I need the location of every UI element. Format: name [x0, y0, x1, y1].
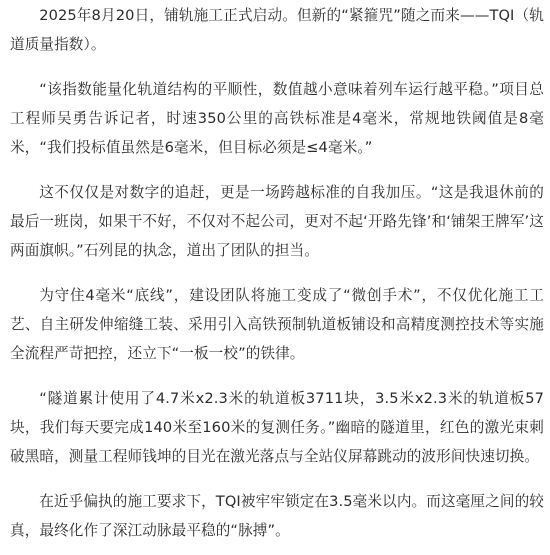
paragraph-self-pressure: 这不仅仅是对数字的追赶，更是一场跨越标准的自我加压。“这是我退休前的最后一班岗，如果干不好，不仅对不起公司，更对不起‘开路先锋’和‘铺架王牌军’这两面旗帜。”石列昆的执念，道出了团队的担当。	[10, 184, 544, 259]
paragraph-conclusion: 在近乎偏执的施工要求下，TQI被牢牢锁定在3.5毫米以内。而这毫厘之间的较真，最终化作了深江动脉最平稳的“脉搏”。	[10, 493, 544, 539]
paragraph-tqi-standard: “该指数能量化轨道结构的平顺性，数值越小意味着列车运行越平稳。”项目总工程师吴勇告诉记者，时速350公里的高铁标准是4毫米，常规地铁阈值是8毫米，“我们投标值虽然是6毫米，但目标必须是≤4毫米。”	[10, 81, 544, 156]
paragraph-construction-measures: 为守住4毫米“底线”，建设团队将施工变成了“微创手术”，不仅优化施工工艺、自主研发伸缩缝工装、采用引入高铁预制轨道板铺设和高精度测控技术等实施全流程严苛把控，还立下“一板一校”的铁律。	[10, 287, 544, 362]
paragraph-launch: 2025年8月20日，铺轨施工正式启动。但新的“紧箍咒”随之而来——TQI（轨道质量指数）。	[10, 7, 544, 53]
paragraph-tunnel-survey: “隧道累计使用了4.7米x2.3米的轨道板3711块，3.5米x2.3米的轨道板57块，我们每天要完成140米至160米的复测任务。”幽暗的隧道里，红色的激光束刺破黑暗，测量工程师钱坤的目光在激光落点与全站仪屏幕跳动的波形间快速切换。	[10, 390, 544, 465]
